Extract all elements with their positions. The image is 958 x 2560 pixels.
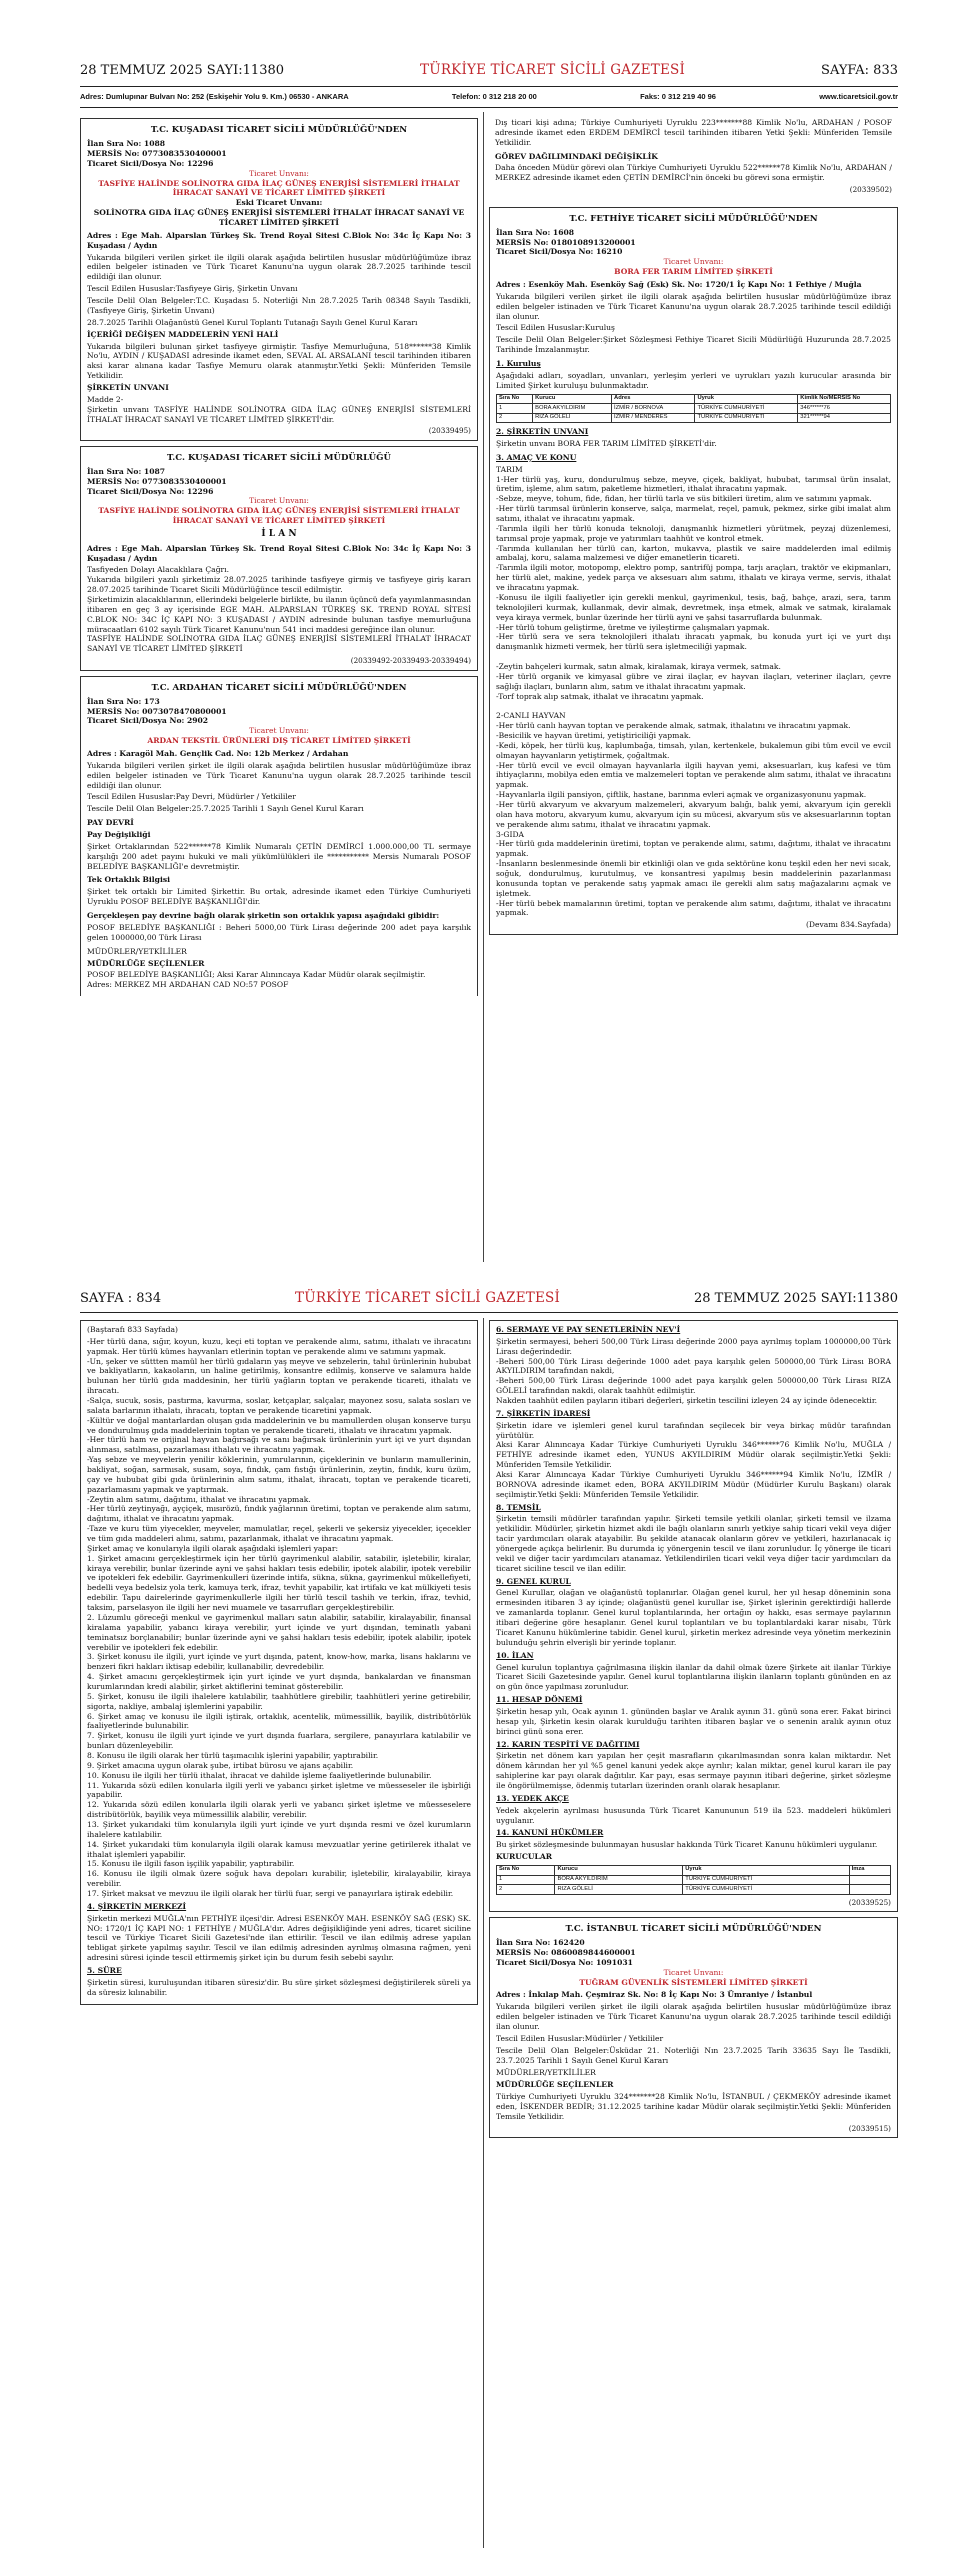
section-heading: PAY DEVRİ xyxy=(87,818,134,828)
evidence-documents: Tescile Delil Olan Belgeler:Şirket Sözleşmesi Fethiye Ticaret Sicili Müdürlüğü Huzurunda 28.7.2025 Tarihinde İmzalanmıştır. xyxy=(496,335,891,355)
trade-name-label: Ticaret Unvanı: xyxy=(249,726,309,736)
left-column xyxy=(80,1320,478,2560)
trade-name: TASFİYE HALİNDE SOLİNOTRA GIDA İLAÇ GÜNEŞ ENERJİSİ SİSTEMLERİ İTHALAT İHRACAT SANAYİ VE TİCARET LİMİTED ŞİRKETİ xyxy=(98,506,460,526)
section-body: Şirketin süresi, kuruluşundan itibaren süresiz'dir. Bu süre şirket sözleşmesi değiştirilerek süreli ya da süresiz kılınabilir. xyxy=(87,1977,471,1997)
table-cell: TÜRKİYE CUMHURİYETİ xyxy=(683,1885,849,1895)
section-heading: MÜDÜRLER/YETKİLİLER xyxy=(87,946,187,956)
table-cell: 1 xyxy=(497,404,533,414)
column-header: Sıra No xyxy=(497,394,533,404)
right-column xyxy=(489,1320,898,2560)
table-cell: TÜRKİYE CUMHURİYETİ xyxy=(683,1875,849,1885)
section-body: Şirketin sermayesi, beheri 500,00 Türk Lirası değerinde 2000 paya ayrılmış toplam 1000000,00 Türk Lirası değerindedir. -Beheri 500,00 Türk Lirası değerinde 1000 adet paya karşılık gelen 500000,00 Türk Lirası BORA AKYILDIRIM tarafından nakdi, -Beheri 500,00 Türk Lirası değerinde 1000 adet paya karşılık gelen 500000,00 Türk Lirası RIZA GÖLELİ tarafından nakdi, olarak taahhüt edilmiştir. Nakden taahhüt edilen payların itibari değerleri, şirketin tescilini izleyen 24 ay içinde ödenecektir. xyxy=(496,1336,891,1406)
continued-note: (Devamı 834.Sayfada) xyxy=(805,920,891,930)
section-body: Şirket Ortaklarından 522******78 Kimlik Numaralı ÇETİN DEMİRCİ 1.000.000,00 TL sermaye karşılığı 200 adet payını hukuki ve mali yükümlülükleri ile *********** Mersis Numaralı POSOF BELEDİYE BAŞKANLIĞI'e devretmiştir. xyxy=(87,841,471,871)
announcement-title: T.C. ARDAHAN TİCARET SİCİLİ MÜDÜRLÜĞÜ'NDEN xyxy=(151,682,407,693)
section-heading: 9. GENEL KURUL xyxy=(496,1576,571,1586)
gazette-title: TÜRKİYE TİCARET SİCİLİ GAZETESİ xyxy=(420,62,686,78)
address-bar xyxy=(80,92,898,106)
column-header: Sıra No xyxy=(497,1865,555,1875)
announcement-meta: İlan Sıra No: 1088 MERSİS No: 0773083530400001 Ticaret Sicil/Dosya No: 12296 xyxy=(87,139,227,168)
continued-from-note: (Baştarafı 833 Sayfada) xyxy=(87,1325,178,1334)
section-body: Genel kurulun toplantıya çağrılmasına ilişkin ilanlar da dahil olmak üzere Şirkete ait ilanlar Türkiye Ticaret Sicili Gazetesinde yapılır. Genel kurul toplantılarına ilişkin ilanların toplantı gününden en az on gün önce yapılması zorunludur. xyxy=(496,1662,891,1692)
reference-number: (20339502) xyxy=(849,185,892,195)
section-body: Şirketin unvanı BORA FER TARIM LİMİTED ŞİRKETİ'dir. xyxy=(496,439,717,449)
section-heading: 14. KANUNİ HÜKÜMLER xyxy=(496,1828,604,1838)
header-rule xyxy=(80,1312,898,1313)
registered-matters: Tescil Edilen Hususlar:Kuruluş xyxy=(496,323,615,333)
registered-matters: Tescil Edilen Hususlar:Müdürler / Yetkililer xyxy=(496,2033,664,2043)
announcement-ardahan-173 xyxy=(80,676,478,997)
gazette-page-833 xyxy=(0,0,958,1270)
column-header: İmza xyxy=(849,1865,890,1875)
evidence-documents: Tescile Delil Olan Belgeler:25.7.2025 Tarihli 1 Sayılı Genel Kurul Kararı xyxy=(87,804,364,814)
section-heading: ŞİRKETİN UNVANI xyxy=(87,382,169,392)
reference-number: (20339525) xyxy=(848,1897,891,1907)
company-address: Adres : Esenköy Mah. Esenköy Sağ (Esk) Sk. No: 1720/1 İç Kapı No: 1 Fethiye / Muğla xyxy=(496,279,862,289)
old-trade-name-label: Eski Ticaret Unvanı: xyxy=(235,198,323,208)
table-cell: İZMİR / BORNOVA xyxy=(612,404,695,414)
reference-number: (20339492-20339493-20339494) xyxy=(350,656,471,666)
table-header-row xyxy=(497,394,891,404)
announcement-title: T.C. İSTANBUL TİCARET SİCİLİ MÜDÜRLÜĞÜ'NDEN xyxy=(565,1923,822,1934)
section-heading: 6. SERMAYE VE PAY SENETLERİNİN NEV'İ xyxy=(496,1325,681,1334)
postal-address: Adres: Dumlupınar Bulvarı No: 252 (Eskişehir Yolu 9. Km.) 06530 - ANKARA xyxy=(80,92,349,101)
column-divider xyxy=(483,1318,484,2548)
trade-name-label: Ticaret Unvanı: xyxy=(663,1967,724,1977)
page-number: SAYFA : 834 xyxy=(80,1291,162,1306)
section-body: Genel Kurullar, olağan ve olağanüstü toplanırlar. Olağan genel kurul, her yıl hesap döneminin sona ermesinden itibaren 3 ay içinde; olağanüstü genel kurullar ise, Şirket işlerinin gerektirdiği hallerde ve zamanlarda toplanır. Genel kurul toplantılarında, her ortağın oy hakkı, esas sermaye paylarının itibari değerine göre hesaplanır. Genel kurul toplantıları ve bu toplantılardaki karar nisabı, Türk Ticaret Kanunu hükümlerine tabidir. Genel kurul, şirketin merkez adresinde veya yönetim merkezinin bulunduğu şehrin elverişli bir yerinde toplanır. xyxy=(496,1588,891,1647)
section-body: Şirketin net dönem karı yapılan her çeşit masrafların çıkarılmasından sonra kalan miktardır. Net dönem kârından her yıl %5 genel kanuni yedek akçe ayrılır; kalan miktar, genel kurul kararı ile pay sahiplerine kar payı olarak dağıtılır. Kar payı, esas sermaye payının itibari değerine, şirket sözleşme ile öngörülmemişse, ödenmiş tutarları üzerinden oranlı olarak hesaplanır. xyxy=(496,1751,891,1790)
section-heading: 8. TEMSİL xyxy=(496,1502,541,1512)
section-body: Yukarıda bilgileri bulunan şirket tasfiyeye girmiştir. Tasfiye Memurluğuna, 518******38 Kimlik No'lu, AYDIN / KUŞADASI adresinde ikamet eden, SEVAL AL ARSALANI tescil tarihinden itibaren aksi karar alınana kadar Tasfiye Memuru olarak atanmıştır.Yetki Şekli: Münferiden Temsile Yetkilidir. xyxy=(87,341,471,381)
column-header: Kimlik No/MERSİS No xyxy=(798,394,891,404)
company-address: Adres : Ege Mah. Alparslan Türkeş Sk. Trend Royal Sitesi C.Blok No: 34c İç Kapı No: 3 Kuşadası / Aydın xyxy=(87,543,471,563)
announcement-ardahan-continued xyxy=(489,118,898,199)
registered-matters: Tescil Edilen Hususlar:Pay Devri, Müdürler / Yetkililer xyxy=(87,792,296,802)
section-heading: 13. YEDEK AKÇE xyxy=(496,1793,569,1803)
section-body: POSOF BELEDİYE BAŞKANLIĞI : Beheri 5000,00 Türk Lirası değerinde 200 adet paya karşılık gelen 1000000,00 Türk Lirası xyxy=(87,922,471,942)
page-number: SAYFA: 833 xyxy=(821,63,898,78)
section-body: Şirketin temsili müdürler tarafından yapılır. Şirketi temsile yetkili olanlar, şirketi temsil ve ilzama yetkilidir. Müdürler, şirketin hizmet akdi ile bağlı olanların sınırlı yetkiye sahip ticari vekil veya diğer tacir yardımcıları olarak atayabilir. Bu şekilde atanacak olanların görev ve yetkileri, hazırlanacak iç yönergede açıkça belirlenir. Bu durumda iç yönergenin tescil ve ilanı zorunludur. İç yönerge ile ticari vekil ve diğer tacir yardımcıları atanamaz. Yetkilendirilen ticari vekil veya diğer tacir yardımcıları da ticaret siciline tescil ve ilan edilir. xyxy=(496,1514,891,1573)
table-cell: RIZA GÖLELİ xyxy=(555,1885,683,1895)
gazette-title: TÜRKİYE TİCARET SİCİLİ GAZETESİ xyxy=(295,1290,561,1306)
table-cell: 346******76 xyxy=(798,404,891,414)
trade-name: ARDAN TEKSTİL ÜRÜNLERİ DIŞ TİCARET LİMİTED ŞİRKETİ xyxy=(147,736,411,746)
founders-signature-table xyxy=(496,1865,891,1895)
section-heading: 5. SÜRE xyxy=(87,1966,122,1975)
column-divider xyxy=(483,112,484,1262)
page-header xyxy=(80,1290,898,1310)
table-cell xyxy=(849,1875,890,1885)
company-address: Adres : Karagöl Mah. Gençlik Cad. No: 12b Merkez / Ardahan xyxy=(87,749,349,759)
section-body: TARIM 1-Her türlü yaş, kuru, dondurulmuş sebze, meyve, çiçek, bakliyat, hububat, tarımsal ürün insalat, üretim, işleme, alım satım, paketleme hizmetleri, ithalat ihracatını yapmak. -Sebze, meyve, tohum, fide, fidan, her türlü tarla ve süs bitkileri üretim, alım ve satımını yapmak. -Her türlü tarımsal ürünlerin konserve, salça, marmelat, reçel, pamuk, pekmez, sirke gibi imalat alım satımı, ithalat ve ihracatını yapmak. -Tarımla ilgili her türlü konuda teknoloji, danışmanlık hizmetleri yürütmek, peyzaj düzenlemesi, tarımsal proje yapmak, proje ve yatırımları taahhüt ve kontrol etmek. -Tarımda kullanılan her türlü can, karton, mukavva, plastik ve saire maddelerden imal edilmiş ambalaj, koru, salama malzemesi ve diğer emanetlerin ticareti. -Tarımla ilgili motor, motopomp, elektro pomp, santrifüj pompa, tarjı araçları, traktör ve ekipmanları, her türlü alet, makine, yedek parça ve aksesuarı alım satımı, ithalatı ve kiraya verme, servis, ithalat ve ihracatını yapmak. -Konusu ile ilgili faaliyetler için gerekli menkul, gayrimenkul, tesis, bağ, bahçe, arazi, sera, tarım teknolojileri kurmak, kullanmak, devir almak, devretmek, inşa etmek, almak ve satmak, kiralamak veya kiraya vermek, bunlar üzerinde her türlü ayni ve şahsi tasarruflarda bulunmak. -Her türlü tohum geliştirme, üretme ve iyileştirme çalışmaları yapmak. -Her türlü sera ve sera teknolojileri ithalatı ihracatı yapmak, bu konuda yurt içi ve yurt dışı danışmanlık hizmeti vermek, her türlü sera işletmeciliği yapmak. -Zeytin bahçeleri kurmak, satın almak, kiralamak, kiraya vermek, satmak. -Her türlü organik ve kimyasal gübre ve zirai ilaçlar, ev hayvan ilaçları, veteriner ilaçları, çevre sağlığı ilaçları, bunların alım, satım ve ithalat ihracatını yapmak. -Torf toprak alıp satmak, ithalat ve ihracatını yapmak. 2-CANLI HAYVAN -Her türlü canlı hayvan toptan ve perakende almak, satmak, ithalatını ve ihracatını yapmak. -Besicilik ve hayvan üretimi, yetiştiriciliği yapmak. -Kedi, köpek, her türlü kuş, kaplumbağa, timsah, yılan, kertenkele, bukalemun gibi tüm evcil ve evcil olmayan hayvanların yetiştirmek, çoğaltmak. -Her türlü evcil ve evcil olmayan hayvanlarla ilgili hayvan yemi, aksesuarları, kuş kafesi ve tüm ihtiyaçlarını, mobilya eden emtia ve malzemeleri toptan ve perakende alım satımı, ithalat ve ihracatını yapmak. -Hayvanlarla ilgili pansiyon, çiftlik, hastane, barınma evleri açmak ve organizasyonunu yapmak. -Her türlü akvaryum ve akvaryum malzemeleri, akvaryum balığı, balık yemi, akvaryum için gerekli olan hava motoru, akvaryum kumu, akvaryum için su mücesi, akvaryum süs ve aksesuarlarının toptan ve perakende alımı satımı, ithalat ve ihracatını yapmak. 3-GIDA -Her türlü gıda maddelerinin üretimi, toptan ve perakende alımı, satımı, dağıtımı, ithalat ve ihracatını yapmak. -İnsanların beslenmesinde önemli bir etkinliği olan ve gıda sektörüne konu teşkil eden her nevi sıcak, soğuk, dondurulmuş, kurutulmuş, ve konsantresi yapılmış besin maddelerinin pazarlanması konusunda toptan ve perakende satış yapmak amacı ile gerekli alım satış mağazalarını açmak ve işletmek. -Her türlü bebek mamalarının üretimi, toptan ve perakende alım satımı, dağıtımı, ithalat ve ihracatını yapmak. xyxy=(496,464,891,918)
announcement-title: T.C. KUŞADASI TİCARET SİCİLİ MÜDÜRLÜĞÜ xyxy=(167,452,391,463)
announcement-fethiye-continued-2 xyxy=(489,1320,898,1912)
section-heading: MÜDÜRLER/YETKİLİLER xyxy=(496,2068,596,2078)
founders-table xyxy=(496,394,891,424)
trade-name-label: Ticaret Unvanı: xyxy=(249,496,309,506)
left-column xyxy=(80,118,478,1270)
table-cell xyxy=(849,1885,890,1895)
table-row xyxy=(497,404,891,414)
section-heading: 1. Kuruluş xyxy=(496,359,541,368)
section-heading: 2. ŞİRKETİN UNVANI xyxy=(496,427,589,437)
company-address: Adres : İnkılap Mah. Çeşmiraz Sk. No: 8 İç Kapı No: 3 Ümraniye / İstanbul xyxy=(496,1990,813,2000)
reference-number: (20339515) xyxy=(848,2123,891,2133)
table-cell: 1 xyxy=(497,1875,555,1885)
evidence-documents: Tescile Delil Olan Belgeler:Üsküdar 21. Noterliği Nın 23.7.2025 Tarih 33635 Sayı İle Tasdikli, 23.7.2025 Tarihli 1 Sayılı Genel Kurul Kararı xyxy=(496,2045,891,2065)
section-body: Bu şirket sözleşmesinde bulunmayan hususlar hakkında Türk Ticaret Kanunu hükümleri uygulanır. xyxy=(496,1840,878,1850)
issue-date: 28 TEMMUZ 2025 SAYI:11380 xyxy=(80,63,285,78)
table-row xyxy=(497,1885,891,1895)
announcement-meta: İlan Sıra No: 1608 MERSİS No: 0180108913200001 Ticaret Sicil/Dosya No: 16210 xyxy=(496,227,636,257)
section-heading: İÇERİĞİ DEĞİŞEN MADDELERİN YENİ HALİ xyxy=(87,329,279,339)
table-cell: 2 xyxy=(497,413,533,423)
trade-name: BORA FER TARIM LİMİTED ŞİRKETİ xyxy=(614,267,773,277)
announcement-fethiye-continued xyxy=(80,1320,478,2005)
gazette-page-834 xyxy=(0,1290,958,2560)
registered-matters: Tescil Edilen Hususlar:Tasfiyeye Giriş, Şirketin Unvanı xyxy=(87,284,298,294)
section-body: Dış ticari kişi adına; Türkiye Cumhuriyeti Uyruklu 223*******88 Kimlik No'lu, ARDAHAN / POSOF adresinde ikamet eden ERDEM DEMİRCİ tescil tarihinden itibaren Yetki Şekli: Münferiden Temsile Yetkilidir. xyxy=(495,118,892,147)
section-heading: Tek Ortaklık Bilgisi xyxy=(87,875,171,885)
section-heading: 4. ŞİRKETİN MERKEZİ xyxy=(87,1901,187,1911)
old-trade-name: SOLİNOTRA GIDA İLAÇ GÜNEŞ ENERJİSİ SİSTEMLERİ İTHALAT İHRACAT SANAYİ VE TİCARET LİMİTED ŞİRKETİ xyxy=(93,208,465,228)
column-header: Kurucu xyxy=(555,1865,683,1875)
column-header: Uyruk xyxy=(695,394,798,404)
reference-number: (20339495) xyxy=(428,426,471,436)
announcement-meta: İlan Sıra No: 173 MERSİS No: 0073078470800001 Ticaret Sicil/Dosya No: 2902 xyxy=(87,696,227,726)
table-cell: 2 xyxy=(497,1885,555,1895)
section-body: Aşağıdaki adları, soyadları, unvanları, yerleşim yerleri ve uyrukları yazılı kurucular arasında bir Limited Şirket kuruluşu bulunmaktadır. xyxy=(496,370,891,390)
section-heading: 3. AMAÇ VE KONU xyxy=(496,452,577,462)
right-column xyxy=(489,118,898,1270)
table-cell: RIZA GÖLELİ xyxy=(533,413,612,423)
table-cell: TÜRKİYE CUMHURİYETİ xyxy=(695,413,798,423)
section-body: Daha önceden Müdür görevi olan Türkiye Cumhuriyeti Uyruklu 522******78 Kimlik No'lu, ARDAHAN / MERKEZ adresinde ikamet eden ÇETİN DEMİRCİ'nin önceki bu görevi sona ermiştir. xyxy=(495,163,892,183)
section-body: Şirketin merkezi MUĞLA'nın FETHİYE ilçesi'dir. Adresi ESENKÖY MAH. ESENKÖY SAĞ (ESK) SK. NO: 1720/1 İÇ KAPI NO: 1 FETHİYE / MUĞLA'dır. Adres değişikliğinde yeni adres, ticaret siciline tescil ve Türkiye Ticaret Sicili Gazetesi'nde ilan ettirilir. Tescil ve ilan edilmiş adrese yapılan tebligat şirkete yapılmış sayılır. Tescil ve ilan edilmiş adresinden ayrılmış olmasına rağmen, yeni adresini süresi içinde tescil ettirmemiş şirket için bu durum fesih sebebi sayılır. xyxy=(87,1913,471,1963)
section-body: Şirketin idare ve işlemleri genel kurul tarafından seçilecek bir veya birkaç müdür tarafından yürütülür. Aksi Karar Alınıncaya Kadar Türkiye Cumhuriyeti Uyruklu 346******76 Kimlik No'lu, MUĞLA / FETHİYE adresinde ikamet eden, YUNUS AKYILDIRIM Müdür olarak seçilmiştir.Yetki Şekli: Münferiden Temsile Yetkilidir. Aksi Karar Alınıncaya Kadar Türkiye Cumhuriyeti Uyruklu 346******94 Kimlik No'lu, İZMİR / BORNOVA adresinde ikamet eden, BORA AKYILDIRIM Müdür (Müdürler Kurulu Başkanı) olarak seçilmiştir.Yetki Şekli: Münferiden Temsile Yetkilidir. xyxy=(496,1420,891,1499)
announcement-body: Yukarıda bilgileri verilen şirket ile ilgili olarak aşağıda belirtilen hususlar müdürlüğümüze ibraz edilen belgeler istinaden ve Türk Ticaret Kanunu'na uygun olarak 28.7.2025 tarihinde tescil edildiği ilan olunur. xyxy=(87,760,471,790)
table-cell: 321******94 xyxy=(798,413,891,423)
section-heading: 7. ŞİRKETİN İDARESİ xyxy=(496,1408,591,1418)
column-header: Adres xyxy=(612,394,695,404)
trade-name: TASFİYE HALİNDE SOLİNOTRA GIDA İLAÇ GÜNEŞ ENERJİSİ SİSTEMLERİ İTHALAT İHRACAT SANAYİ VE TİCARET LİMİTED ŞİRKETİ xyxy=(98,178,460,198)
fax: Faks: 0 312 219 40 96 xyxy=(640,92,716,101)
trade-name-label: Ticaret Unvanı: xyxy=(663,257,724,267)
table-row xyxy=(497,1875,891,1885)
section-heading: MÜDÜRLÜĞE SEÇİLENLER xyxy=(496,2080,614,2090)
announcement-kusadasi-1087 xyxy=(80,446,478,671)
announcement-body: Yukarıda bilgileri verilen şirket ile ilgili olarak aşağıda belirtilen hususlar müdürlüğümüze ibraz edilen belgeler istinaden ve Türk Ticaret Kanunu'na uygun olarak 28.7.2025 tarihinde tescil edildiği ilan olunur. xyxy=(87,252,471,282)
phone: Telefon: 0 312 218 20 00 xyxy=(451,92,537,101)
announcement-body: Yukarıda bilgileri verilen şirket ile ilgili olarak aşağıda belirtilen hususlar müdürlüğümüze ibraz edilen belgeler istinaden ve Türk Ticaret Kanunu'na uygun olarak 28.7.2025 tarihinde tescil edildiği ilan olunur. xyxy=(496,291,891,321)
section-heading: KURUCULAR xyxy=(496,1852,553,1862)
column-header: Uyruk xyxy=(683,1865,849,1875)
section-heading: 10. İLAN xyxy=(496,1650,534,1660)
announcement-meta: İlan Sıra No: 1087 MERSİS No: 0773083530400001 Ticaret Sicil/Dosya No: 12296 xyxy=(87,466,227,496)
announcement-body: Yukarıda bilgileri verilen şirket ile ilgili olarak aşağıda belirtilen hususlar müdürlüğümüze ibraz edilen belgeler istinaden ve Türk Ticaret Kanunu'na uygun olarak 28.7.2025 tarihinde tescil edildiği ilan olunur. xyxy=(496,2002,891,2031)
table-cell: BORA AKYILDIRIM xyxy=(533,404,612,414)
header-rule xyxy=(80,86,898,87)
section-body: POSOF BELEDİYE BAŞKANLIĞI; Aksi Karar Alınıncaya Kadar Müdür olarak seçilmiştir. Adres: MERKEZ MH ARDAHAN CAD NO:57 POSOF xyxy=(87,970,426,990)
section-body: Şirketin hesap yılı, Ocak ayının 1. gününden başlar ve Aralık ayının 31. günü sona erer. Fakat birinci hesap yılı, Şirketin kesin olarak kurulduğu tarihten itibaren başlar ve o senenin aralık ayının otuz birinci günü sona erer. xyxy=(496,1706,891,1736)
resolution: 28.7.2025 Tarihli Olağanüstü Genel Kurul Toplantı Tutanağı Sayılı Genel Kurul Kararı xyxy=(87,317,418,327)
section-heading: Gerçekleşen pay devrine bağlı olarak şirketin son ortaklık yapısı aşağıdaki gibidir: xyxy=(87,911,440,921)
section-subheading: Pay Değişikliği xyxy=(87,830,151,840)
section-body: -Her türlü dana, sığır, koyun, kuzu, keçi eti toptan ve perakende alımı, satımı, ithalatı ve ihracatını yapmak. Her türlü kümes hayvanları etlerinin toptan ve perakende alımı ve satımını yapmak. -Un, şeker ve süttten mamül her türlü gıdaların yaş meyve ve sebzelerin, tahıl ürünlerinin hububat ve bakliyatların, kakaoların, un haline getirilmiş, konsantre edilmiş, konserve ve salamura halde bulunan her türlü gıda maddesinin, her türlü yağların toptan ve perakende ticareti, ithalatı ve ihracatı. -Salça, sucuk, sosis, pastırma, kavurma, soslar, ketçaplar, salçalar, mayonez sosu, salata sosları ve salata barlarının ithalatı, ihracatı, toptan ve perakende ticaretini yapmak. -Kültür ve doğal mantarlardan oluşan gıda maddelerinin ve bu mamullerden oluşan konserve turşu ve dondurulmuş gıda maddelerinin toptan ve perakende ticareti, ithalatı ve ihracatını yapmak. -Her türlü ham ve orijinal hayvan bağırsağı ve sanı bağırsak ürünlerinin yurt içi ve yurt dışından alınması, satılması, pazarlaması ithalatı ve ihracatını yapmak. -Yaş sebze ve meyvelerin yenilir köklerinin, yumrularının, çiçeklerinin ve bunların mamullerinin, bakliyat, soğan, sarmısak, susam, soya, fındık, çam fıstığı ürünlerinin, zeytin, fındık, kuru üzüm, çay ve hububat gibi gıda ürünlerinin alım satımı, ithalat, ihracatı, toptan ve perakende ticareti, pazarlamasını yapmak ve yaptırmak. -Zeytin alım satımı, dağıtımı, ithalat ve ihracatını yapmak. -Her türlü zeytinyağı, ayçiçek, mısırözü, fındık yağlarının üretimi, toptan ve perakende alım satımı, dağıtımı, ithalat ve ihracatını yapmak. -Taze ve kuru tüm yiyecekler, meyveler, mamulatlar, reçel, şekerli ve şekersiz yiyecekler, içecekler ve tüm gıda maddeleri alımı, satımı, pazarlanmak, ithalat ve ihracatını yapmak. Şirket amaç ve konularıyla ilgili olarak aşağıdaki işlemleri yapar: 1. Şirket amacını gerçekleştirmek için her türlü gayrimenkul alabilir, satabilir, işletebilir, kiralar, kiraya verebilir, bunlar üzerinde ayni ve şahsi hakları tesis edebilir, ipotek alabilir, ipotek verebilir ve ipotekleri fek edebilir. Gayrimenkulleri üzerinde intifa, süknа, sükna, gayrimenkul mükellefiyeti, bedelli veya bedelsiz yola terk, kamuya terk, ifraz, tevhit yapabilir, kat irtifakı ve kat mülkiyeti tesis edebilir. Tapu dairelerinde gayrimenkullerle ilgili her türlü tescil tashih ve terkin, ifraz, tevhid, taksim, parselasyon ile ilgili her nevi muamele ve tasarrufları gerçekleştirebilir. 2. Lüzumlu göreceği menkul ve gayrimenkul malları satın alabilir, satabilir, kiralayabilir, finansal kiralama yapabilir, yabancı kiraya verebilir, yurt içinde ve yurt dışından, teminatlı yabani teminatsız borçlanabilir; bunlar üzerinde ayni ve şahsi hakları tesis edebilir, ipotek alabilir, ipotek verebilir ve ipotekleri fek edebilir. 3. Şirket konusu ile ilgili, yurt içinde ve yurt dışında, patent, know-how, marka, lisans haklarını ve benzeri fikri hakları iktisap edebilir, kullanabilir, devredebilir. 4. Şirket amacını gerçekleştirmek için yurt içinde ve yurt dışında, bankalardan ve finansman kurumlarından kredi alabilir, şirket aktiflerini teminat gösterebilir. 5. Şirket, konusu ile ilgili ihalelere katılabilir, taahhütlere girebilir, taahhütleri yerine getirebilir, sigorta, nakliye, ambalaj işlemlerini yapabilir. 6. Şirket amaç ve konusu ile ilgili iştirak, ortaklık, acentelik, mümessillik, bayilik, distribütörlük faaliyetlerinde bulunabilir. 7. Şirket, konusu ile ilgili yurt içinde ve yurt dışında fuarlara, sergilere, panayırlara katılabilir ve bunları düzenleyebilir. 8. Konusu ile ilgili olarak her türlü taşımacılık işlerini yapabilir, yaptırabilir. 9. Şirket amacına uygun olarak şube, irtibat bürosu ve ajans açabilir. 10. Konusu ile ilgili her türlü ithalat, ihracat ve dahilde işleme faaliyetlerinde bulunabilir. 11. Yukarıda sözü edilen konularla ilgili yerli ve yabancı şirket işletme ve müesseseler ile işbirliği yapabilir. 12. Yukarıda sözü edilen konularla ilgili olarak yerli ve yabancı şirket işletme ve müesseselere distribütörlük, bayilik veya mümessillik alabilir, verebilir. 13. Şirket yukarıdaki tüm konularıyla ilgili yurt içinde ve yurt dışında resmi ve özel kurumların ihalelere katılabilir. 14. Şirket yukarıdaki tüm konularıyla ilgili olarak kamusı mevzuatlar yerine getirilerek ithalat ve ithalat işlemleri yapabilir. 15. Konusu ile ilgili fason işçilik yapabilir, yaptırabilir. 16. Konusu ile ilgili olmak üzere soğuk hava depoları kurabilir, işletebilir, kiralayabilir, kiraya verebilir. 17. Şirket maksat ve mevzuu ile ilgili olarak her türlü fuar, sergi ve panayırlara iştirak edebilir. xyxy=(87,1336,471,1898)
column-header: Kurucu xyxy=(533,394,612,404)
ilan-heading: İ L A N xyxy=(261,529,297,540)
address-rule xyxy=(80,107,898,108)
section-body: Şirket tek ortaklı bir Limited Şirkettir. Bu ortak, adresinde ikamet eden Türkiye Cumhuriyeti Uyruklu POSOF BELEDİYE BAŞKANLIĞI'dir. xyxy=(87,887,471,907)
section-body: Yedek akçelerin ayrılması hususunda Türk Ticaret Kanununun 519 ila 523. maddeleri hükümleri uygulanır. xyxy=(496,1805,891,1825)
table-cell: İZMİR / MENDERES xyxy=(612,413,695,423)
issue-date: 28 TEMMUZ 2025 SAYI:11380 xyxy=(693,1291,898,1306)
announcement-title: T.C. KUŞADASI TİCARET SİCİLİ MÜDÜRLÜĞÜ'NDEN xyxy=(150,125,408,135)
section-heading: MÜDÜRLÜĞE SEÇİLENLER xyxy=(87,958,205,968)
website-link[interactable]: www.ticaretsicil.gov.tr xyxy=(819,92,898,101)
table-cell: BORA AKYILDIRIM xyxy=(555,1875,683,1885)
section-body: Madde 2- Şirketin unvanı TASFİYE HALİNDE SOLİNOTRA GIDA İLAÇ GÜNEŞ ENERJİSİ SİSTEMLERİ İTHALAT İHRACAT SANAYİ VE TİCARET LİMİTED ŞİRKETİ'dir. xyxy=(87,394,471,424)
announcement-kusadasi-1088 xyxy=(80,118,478,441)
table-cell: TÜRKİYE CUMHURİYETİ xyxy=(695,404,798,414)
announcement-fethiye-1608 xyxy=(489,207,898,936)
table-row xyxy=(497,413,891,423)
announcement-title: T.C. FETHİYE TİCARET SİCİLİ MÜDÜRLÜĞÜ'NDEN xyxy=(569,213,818,224)
section-body: Türkiye Cumhuriyeti Uyruklu 324*******28 Kimlik No'lu, İSTANBUL / ÇEKMEKÖY adresinde ikamet eden, İSKENDER BEDİR; 31.12.2025 tarihine kadar Müdür olarak seçilmiştir.Yetki Şekli: Münferiden Temsile Yetkilidir. xyxy=(496,2092,891,2121)
announcement-istanbul-162420 xyxy=(489,1917,898,2138)
trade-name-label: Ticaret Unvanı: xyxy=(249,168,309,178)
table-header-row xyxy=(497,1865,891,1875)
company-address: Adres : Ege Mah. Alparslan Türkeş Sk. Trend Royal Sitesi C.Blok No: 34c İç Kapı No: 3 Kuşadası / Aydın xyxy=(87,230,471,250)
section-heading: 11. HESAP DÖNEMİ xyxy=(496,1695,583,1705)
section-heading: 12. KARIN TESPİTİ VE DAĞITIMI xyxy=(496,1739,640,1749)
trade-name: TUĞRAM GÜVENLİK SİSTEMLERİ LİMİTED ŞİRKETİ xyxy=(579,1977,808,1987)
section-heading: GÖREV DAĞILIMINDAKİ DEĞİŞİKLİK xyxy=(495,151,658,161)
page-header xyxy=(80,62,898,82)
announcement-meta: İlan Sıra No: 162420 MERSİS No: 0860089844600001 Ticaret Sicil/Dosya No: 1091031 xyxy=(496,1938,636,1967)
announcement-body: Tasfiyeden Dolayı Alacaklılara Çağrı. Yukarıda bilgileri yazılı şirketimiz 28.07.2025 tarihinde tasfiyeye girmiş ve tasfiyeye giriş kararı 28.07.2025 tarihinde Ticaret Sicili Müdürlüğünce tescil edilmiştir. Şirketimizin alacaklılarının, ellerindeki belgelerle birlikte, bu ilanın üçüncü defa yayımlanmasından itibaren en geç 3 ay içerisinde EGE MAH. ALPARSLAN TÜRKEŞ SK. TREND ROYAL SİTESİ C.BLOK NO: 34C İÇ KAPI NO: 3 KUŞADASI / AYDIN adresinde bulunan tasfiye memurluğuna müracaatları 6102 sayılı Türk Ticaret Kanunu'nun 541 inci maddesi gereğince ilan olunur. TASFİYE HALİNDE SOLİNOTRA GIDA İLAÇ GÜNEŞ ENERJİSİ SİSTEMLERİ İTHALAT İHRACAT SANAYİ VE TİCARET LİMİTED ŞİRKETİ xyxy=(87,565,471,654)
evidence-documents: Tescile Delil Olan Belgeler:T.C. Kuşadası 5. Noterliği Nın 28.7.2025 Tarih 08348 Sayılı Tasdikli, (Tasfiyeye Giriş, Şirketin Unvanı) xyxy=(87,296,471,315)
